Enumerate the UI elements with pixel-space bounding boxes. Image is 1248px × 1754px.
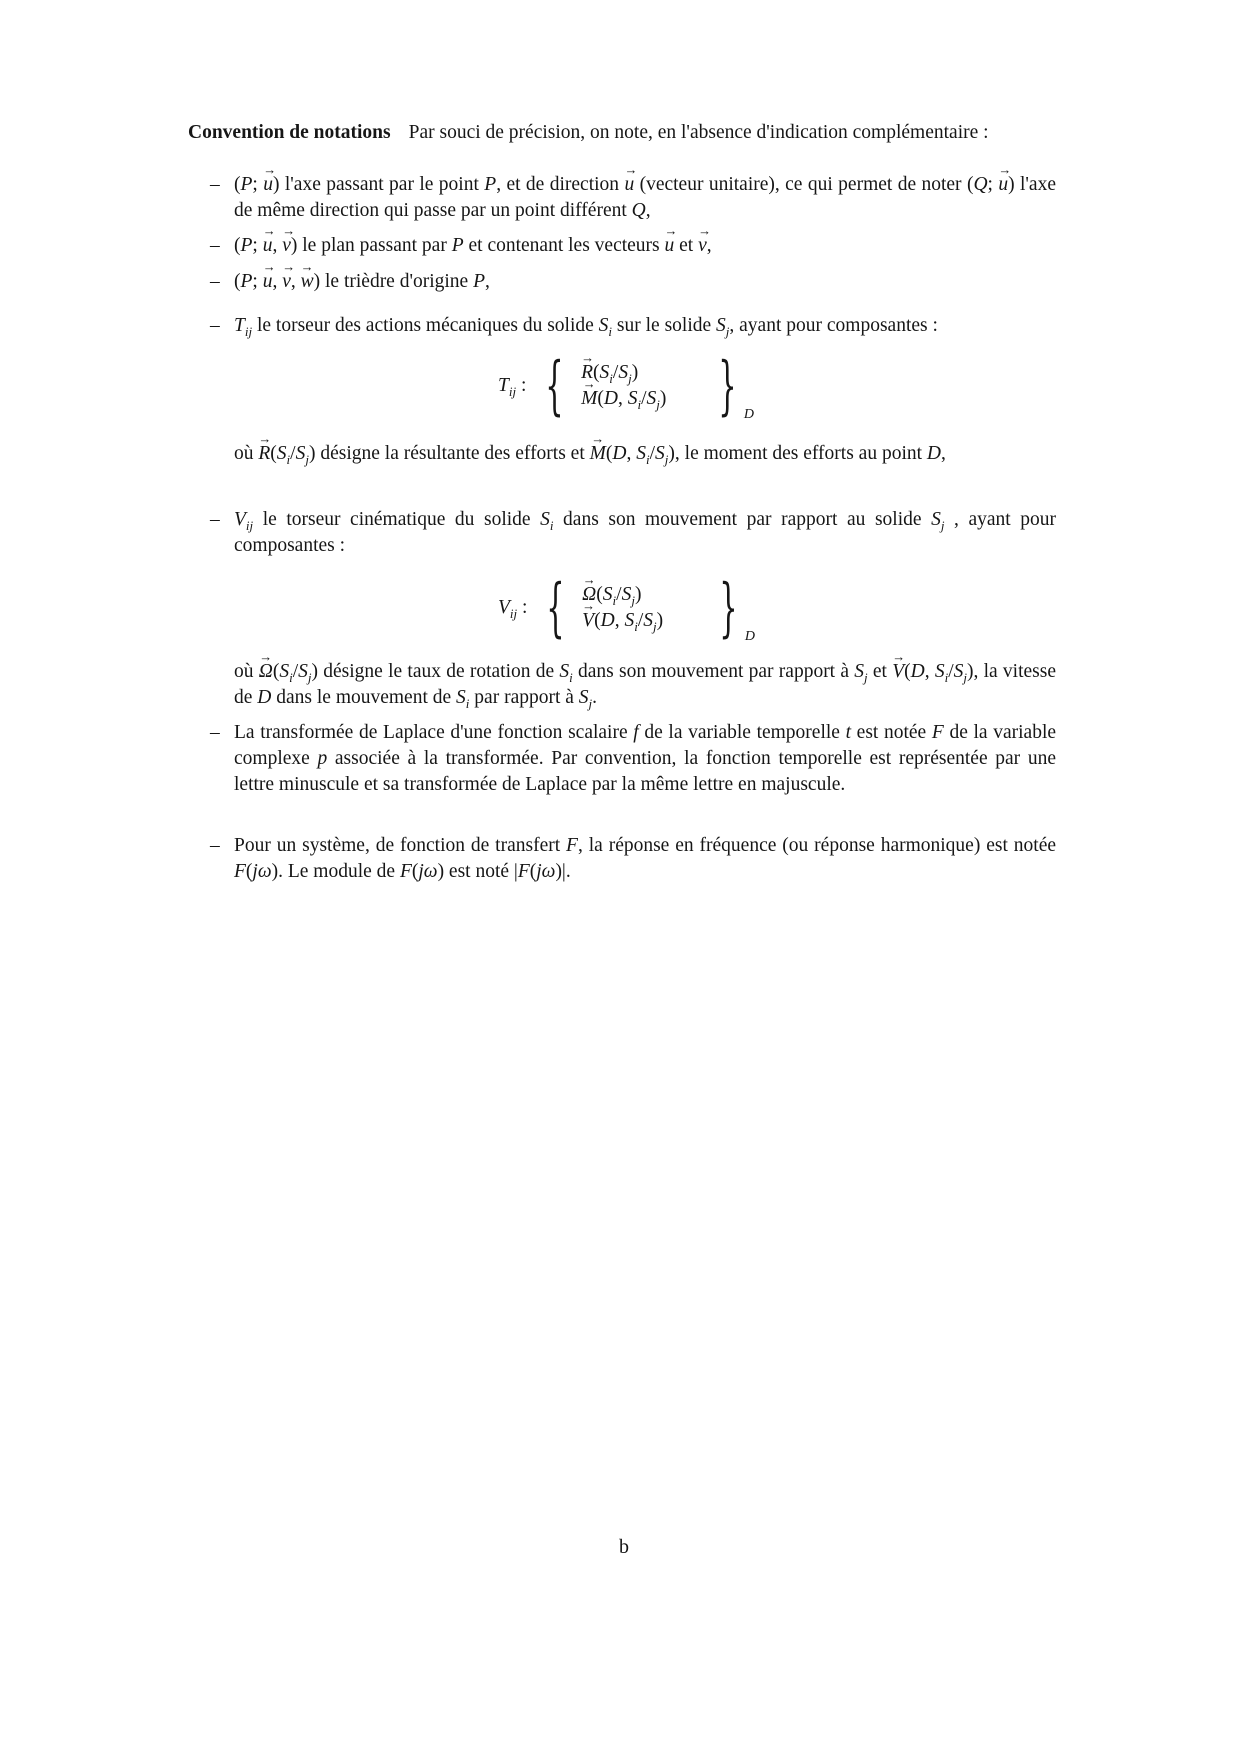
list-item-torseur-actions [210,313,1056,339]
item-transfert-text: Pour un système, de fonction de transfert F, la réponse en fréquence (ou réponse harmonique) est notée F(jω). Le module de F(jω) est noté |F(jω)|. [234,835,1057,882]
formula-components [582,582,702,634]
list-item-plan [210,233,1056,259]
right-brace: } [718,349,737,423]
left-brace: { [545,349,564,423]
torseur-actions-desc [210,441,1056,467]
torseur-cinematique-desc [210,659,1056,711]
torseur-cinematique-formula [498,571,756,645]
left-brace: { [546,571,565,645]
item-triedre-text: (P; → u, → v, → w) le trièdre d'origine P, [234,271,490,292]
torseur-actions-desc-text: où → $R(S_i/S_j)$ désigne la résultante des efforts et → M(D, $S_i/S_j$), le moment des efforts au point D, [234,443,946,464]
right-brace: } [719,571,738,645]
formula-lhs: $T_{ij}$ : [498,375,527,399]
convention-heading: Convention de notations Par souci de précision, on note, en l'absence d'indication complémentaire : [188,122,989,143]
list-item-axe [210,172,1056,224]
list-bullet: – [210,235,220,256]
list-bullet: – [210,174,220,195]
item-plan-text: (P; → u, → v) le plan passant par P et contenant les vecteurs → u et → v, [234,235,712,256]
list-bullet: – [210,722,220,743]
list-bullet: – [210,315,220,336]
resultante-component: → $R(S_i/S_j)$ [581,360,701,386]
list-bullet: – [210,509,220,530]
rotation-component: → $\Omega(S_i/S_j)$ [582,582,702,608]
list-item-torseur-cinematique [210,507,1056,559]
moment-component: → M(D, $S_i/S_j$) [581,386,701,412]
list-bullet: – [210,835,220,856]
formula-lhs: $V_{ij}$ : [498,597,528,621]
torseur-cinematique-desc-text: où → $\Omega(S_i/S_j)$ désigne le taux de rotation de $S_i$ dans son mouvement par rapport à $S_j$ et → V(D, $S_i/S_j$), la vitesse de D dans le mouvement de $S_i$ par rapport à $S_j$. [234,661,1056,708]
reduction-point: D [744,629,756,644]
torseur-actions-formula [498,349,754,423]
formula-components [581,360,701,412]
section-title: Convention de notations [188,122,391,143]
item-axe-text: (P; → u) l'axe passant par le point P, et de direction → u (vecteur unitaire), ce qui permet de noter (Q; → u) l'axe de même direction qui passe par un point différent Q, [234,174,1056,221]
reduction-point: D [743,407,754,422]
item-torseur-cinematique-intro: $V_{ij}$ le torseur cinématique du solide $S_i$ dans son mouvement par rapport au solide $S_j$ , ayant pour composantes : [234,509,1057,556]
list-item-laplace [210,720,1056,798]
page-number: b [619,1536,629,1558]
item-torseur-actions-intro: $T_{ij}$ le torseur des actions mécaniques du solide $S_i$ sur le solide $S_j$, ayant pour composantes : [234,315,938,339]
list-item-triedre [210,269,1056,295]
list-item-transfert [210,833,1056,885]
vitesse-component: → V(D, $S_i/S_j$) [582,608,702,634]
list-bullet: – [210,271,220,292]
item-laplace-text: La transformée de Laplace d'une fonction scalaire f de la variable temporelle t est notée F de la variable complexe p associée à la transformée. Par convention, la fonction temporelle est représentée par une lettre minuscule et sa transformée de Laplace par la même lettre en majuscule. [234,722,1057,795]
